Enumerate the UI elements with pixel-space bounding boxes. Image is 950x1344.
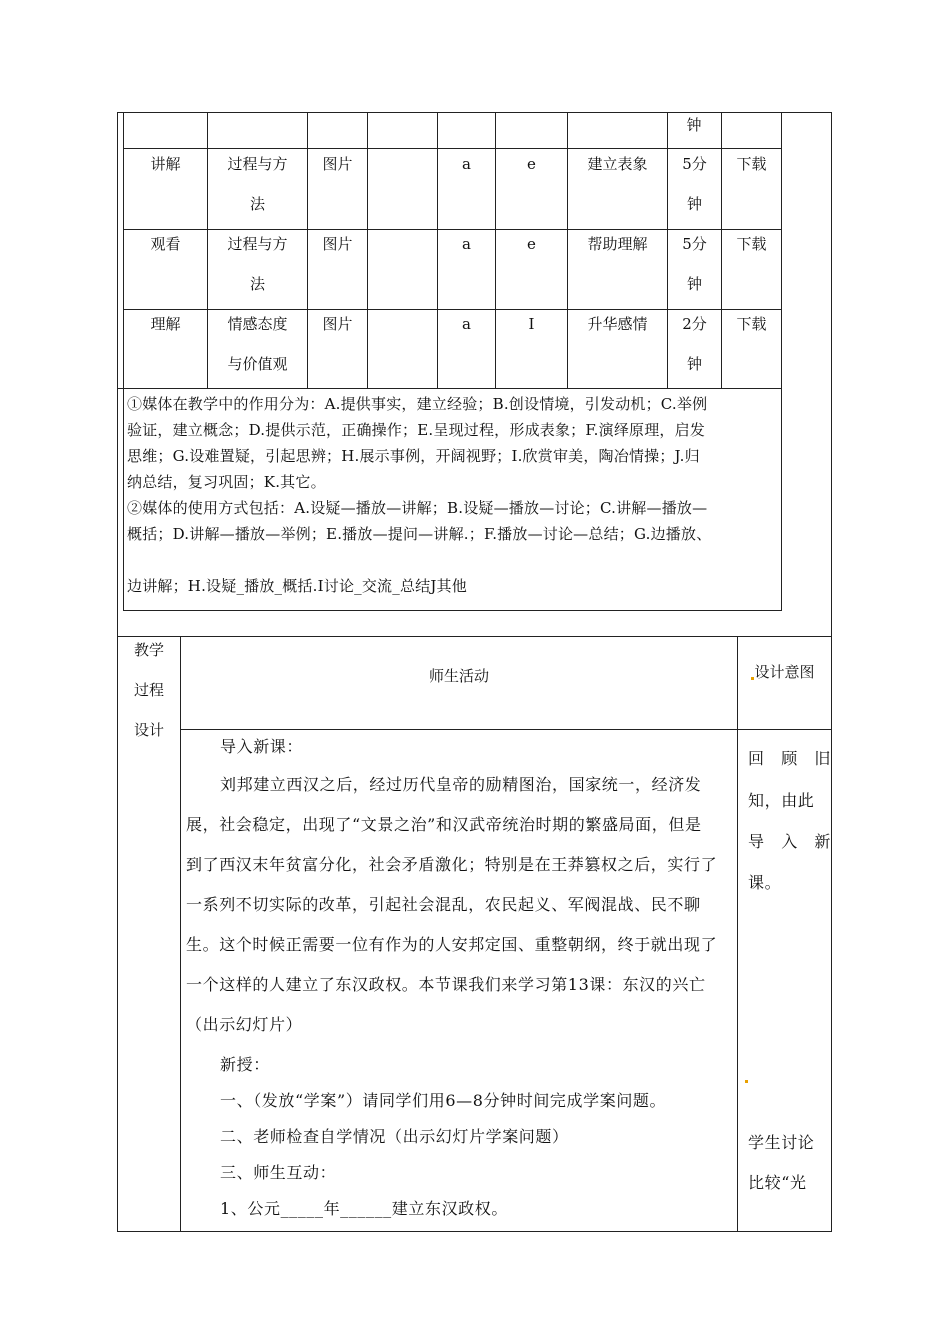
note-line: 纳总结，复习巩固；K.其它。 bbox=[127, 473, 326, 491]
section-label: 教学 bbox=[133, 641, 164, 659]
text-line: （出示幻灯片） bbox=[186, 1015, 303, 1034]
goal-cell: 过程与方 bbox=[227, 155, 288, 173]
media-type-cell: 图片 bbox=[322, 235, 353, 253]
time-cell: 钟 bbox=[686, 116, 702, 134]
source-cell: 下载 bbox=[736, 235, 767, 253]
intent-line: 课。 bbox=[748, 873, 782, 892]
time-cell: 2分 bbox=[682, 315, 707, 333]
note-line: 概括；D.讲解—播放—举例；E.播放—提问—讲解.；F.播放—讨论—总结；G.边播放、 bbox=[127, 525, 712, 543]
activity-cell: 理解 bbox=[150, 315, 181, 333]
intent-line: 比较“光 bbox=[748, 1173, 807, 1192]
text-line: 刘邦建立西汉之后，经过历代皇帝的励精图治，国家统一，经济发 bbox=[220, 775, 702, 794]
intent-header: 设计意图 bbox=[754, 663, 815, 681]
note-line: ②媒体的使用方式包括：A.设疑—播放—讲解；B.设疑—播放—讨论；C.讲解—播放— bbox=[127, 499, 708, 517]
activity-cell: 观看 bbox=[150, 235, 181, 253]
goal-cell: 法 bbox=[249, 275, 265, 293]
note-line: 验证，建立概念；D.提供示范，正确操作；E.呈现过程，形成表象；F.演绎原理，启发 bbox=[127, 421, 706, 439]
text-line: 展，社会稳定，出现了“文景之治”和汉武帝统治时期的繁盛局面，但是 bbox=[186, 815, 702, 834]
text-line: 导入新课： bbox=[220, 737, 304, 756]
goal-cell: 情感态度 bbox=[227, 315, 288, 333]
goal-cell: 过程与方 bbox=[227, 235, 288, 253]
time-cell: 钟 bbox=[686, 195, 702, 213]
effect-cell: 建立表象 bbox=[587, 155, 648, 173]
goal-cell: 法 bbox=[249, 195, 265, 213]
text-line: 生。这个时候正需要一位有作为的人安邦定国、重整朝纲，终于就出现了 bbox=[186, 935, 718, 954]
text-line: 1、公元_____年______建立东汉政权。 bbox=[220, 1199, 508, 1218]
activity-header: 师生活动 bbox=[428, 667, 489, 685]
intent-line: 学生讨论 bbox=[748, 1133, 815, 1152]
content-cell: a bbox=[462, 315, 471, 333]
time-cell: 钟 bbox=[686, 275, 702, 293]
effect-cell: 帮助理解 bbox=[587, 235, 648, 253]
text-line: 一系列不切实际的改革，引起社会混乱，农民起义、军阀混战、民不聊 bbox=[186, 895, 701, 914]
note-line: 思维；G.设难置疑，引起思辨；H.展示事例，开阔视野；I.欣赏审美，陶冶情操；J.归 bbox=[127, 447, 700, 465]
role-cell: e bbox=[527, 235, 536, 253]
intent-line: 导 入 新 bbox=[748, 832, 832, 851]
time-cell: 钟 bbox=[686, 355, 702, 373]
text-line: 一、（发放“学案”）请同学们用6—8分钟时间完成学案问题。 bbox=[220, 1091, 667, 1110]
media-type-cell: 图片 bbox=[322, 315, 353, 333]
section-label: 设计 bbox=[133, 721, 164, 739]
intent-line: 回 顾 旧 bbox=[748, 749, 832, 768]
activity-cell: 讲解 bbox=[150, 155, 181, 173]
role-cell: I bbox=[528, 315, 535, 333]
note-line: 边讲解；H.设疑_播放_概括.I讨论_交流_总结J其他 bbox=[127, 577, 467, 595]
text-line: 一个这样的人建立了东汉政权。本节课我们来学习第13课：东汉的兴亡 bbox=[186, 975, 706, 994]
section-label: 过程 bbox=[133, 681, 164, 699]
effect-cell: 升华感情 bbox=[587, 315, 648, 333]
intent-line: 知，由此 bbox=[748, 791, 815, 810]
text-line: 新授： bbox=[220, 1055, 270, 1074]
time-cell: 5分 bbox=[682, 155, 707, 173]
media-type-cell: 图片 bbox=[322, 155, 353, 173]
time-cell: 5分 bbox=[682, 235, 707, 253]
goal-cell: 与价值观 bbox=[227, 355, 288, 373]
content-cell: a bbox=[462, 155, 471, 173]
text-line: 到了西汉末年贫富分化，社会矛盾激化；特别是在王莽篡权之后，实行了 bbox=[186, 855, 718, 874]
role-cell: e bbox=[527, 155, 536, 173]
source-cell: 下载 bbox=[736, 155, 767, 173]
text-line: 二、老师检查自学情况（出示幻灯片学案问题） bbox=[220, 1127, 569, 1146]
content-cell: a bbox=[462, 235, 471, 253]
text-line: 三、师生互动： bbox=[220, 1163, 337, 1182]
source-cell: 下载 bbox=[736, 315, 767, 333]
note-line: ①媒体在教学中的作用分为：A.提供事实，建立经验；B.创设情境，引发动机；C.举例 bbox=[127, 395, 708, 413]
